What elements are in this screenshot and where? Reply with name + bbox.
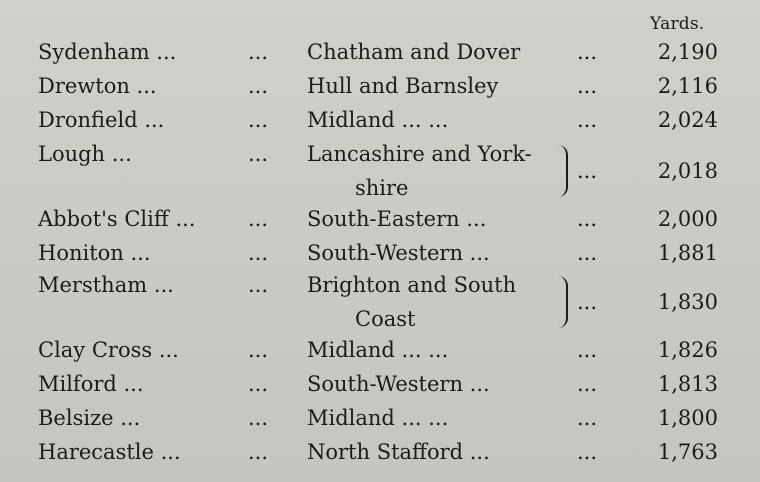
tunnel-name: Harecastle ... <box>38 440 181 464</box>
leader-dots: ... <box>577 338 598 362</box>
length-yards: 2,024 <box>657 108 718 132</box>
length-yards: 2,000 <box>657 207 718 231</box>
length-yards: 1,826 <box>657 338 718 362</box>
railway-name-continuation: Coast <box>355 307 416 331</box>
tunnel-name: Lough ... <box>38 142 132 166</box>
table-row <box>0 236 760 270</box>
leader-dots: ... <box>577 440 598 464</box>
brace-mark <box>552 145 568 197</box>
length-yards: 1,800 <box>657 406 718 430</box>
leader-dots: ... <box>577 108 598 132</box>
length-yards: 1,813 <box>657 372 718 396</box>
tunnel-name: Clay Cross ... <box>38 338 179 362</box>
leader-dots: ... <box>577 40 598 64</box>
leader-dots: ... <box>248 40 269 64</box>
leader-dots: ... <box>248 142 269 166</box>
table-row <box>0 268 760 336</box>
leader-dots: ... <box>248 338 269 362</box>
railway-name: Brighton and South <box>307 273 517 297</box>
railway-name: Chatham and Dover <box>307 40 521 64</box>
tunnel-name: Sydenham ... <box>38 40 177 64</box>
table-row <box>0 35 760 69</box>
leader-dots: ... <box>577 290 598 314</box>
table-row <box>0 202 760 236</box>
leader-dots: ... <box>248 273 269 297</box>
table-row <box>0 137 760 205</box>
railway-name: Lancashire and York- <box>307 142 532 166</box>
leader-dots: ... <box>248 207 269 231</box>
railway-name-continuation: shire <box>355 176 409 200</box>
leader-dots: ... <box>577 241 598 265</box>
leader-dots: ... <box>577 159 598 183</box>
length-yards: 2,116 <box>657 74 718 98</box>
table-row <box>0 401 760 435</box>
railway-name: South-Western ... <box>307 372 490 396</box>
table-row <box>0 69 760 103</box>
table-row <box>0 435 760 469</box>
tunnel-name: Milford ... <box>38 372 144 396</box>
tunnel-name: Dronfield ... <box>38 108 165 132</box>
tunnel-name: Abbot's Cliff ... <box>38 207 196 231</box>
length-yards: 2,018 <box>657 159 718 183</box>
leader-dots: ... <box>248 372 269 396</box>
railway-name: Midland ... ... <box>307 406 449 430</box>
table-row <box>0 367 760 401</box>
length-yards: 1,881 <box>657 241 718 265</box>
yards-column-header: Yards. <box>650 14 705 34</box>
tunnel-name: Merstham ... <box>38 273 174 297</box>
leader-dots: ... <box>248 108 269 132</box>
brace-mark <box>552 276 568 328</box>
tunnel-name: Drewton ... <box>38 74 157 98</box>
railway-name: Midland ... ... <box>307 338 449 362</box>
leader-dots: ... <box>577 372 598 396</box>
tunnel-name: Belsize ... <box>38 406 141 430</box>
leader-dots: ... <box>248 406 269 430</box>
railway-name: North Stafford ... <box>307 440 490 464</box>
railway-name: Midland ... ... <box>307 108 449 132</box>
table-row <box>0 333 760 367</box>
length-yards: 2,190 <box>657 40 718 64</box>
length-yards: 1,763 <box>657 440 718 464</box>
table-row <box>0 103 760 137</box>
leader-dots: ... <box>248 74 269 98</box>
railway-name: South-Western ... <box>307 241 490 265</box>
leader-dots: ... <box>577 74 598 98</box>
railway-name: South-Eastern ... <box>307 207 487 231</box>
leader-dots: ... <box>577 207 598 231</box>
leader-dots: ... <box>248 241 269 265</box>
tunnel-name: Honiton ... <box>38 241 151 265</box>
length-yards: 1,830 <box>657 290 718 314</box>
leader-dots: ... <box>577 406 598 430</box>
railway-name: Hull and Barnsley <box>307 74 499 98</box>
leader-dots: ... <box>248 440 269 464</box>
